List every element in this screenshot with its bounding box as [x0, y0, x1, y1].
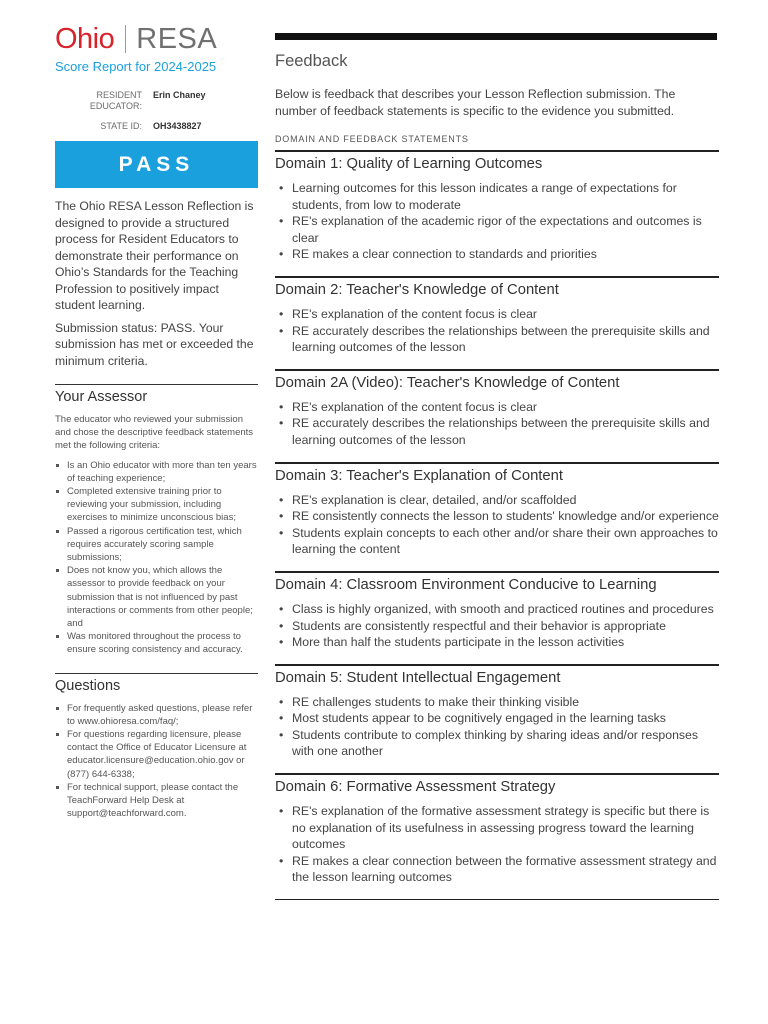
- list-item: • RE's explanation of the academic rigor of the expectations and outcomes is clear: [275, 213, 719, 246]
- questions-title: Questions: [55, 677, 121, 694]
- domain-title: Domain 1: Quality of Learning Outcomes: [275, 156, 543, 172]
- list-item: • Class is highly organized, with smooth and practiced routines and procedures: [275, 601, 719, 618]
- list-item: • RE accurately describes the relationships between the prerequisite skills and learning outcomes of the lesson: [275, 323, 719, 356]
- list-item: • RE's explanation of the content focus is clear: [275, 399, 719, 416]
- domain-2a: [275, 369, 719, 462]
- domain-statements: [275, 803, 719, 886]
- list-item: Was monitored throughout the process to ensure scoring consistency and accuracy.: [55, 630, 258, 656]
- score-report-title: Score Report for 2024-2025: [55, 59, 217, 74]
- domain-1: [275, 150, 719, 276]
- pass-banner: PASS: [55, 141, 258, 188]
- list-item: • RE accurately describes the relationships between the prerequisite skills and learning outcomes of the lesson: [275, 415, 719, 448]
- list-item: • Learning outcomes for this lesson indicates a range of expectations for students, from low to moderate: [275, 180, 719, 213]
- questions-section: [55, 673, 258, 821]
- domain-statements: [275, 306, 719, 356]
- educator-row: [55, 90, 258, 112]
- list-item: • RE's explanation of the content focus is clear: [275, 306, 719, 323]
- domain-3: [275, 462, 719, 571]
- feedback-intro: Below is feedback that describes your Lesson Reflection submission. The number of feedback statements is specific to the evidence you submitted.: [275, 87, 676, 118]
- right-column: [275, 33, 719, 900]
- feedback-caption: DOMAIN AND FEEDBACK STATEMENTS: [275, 134, 469, 144]
- feedback-title: Feedback: [275, 52, 348, 70]
- domain-title: Domain 2: Teacher's Knowledge of Content: [275, 281, 559, 298]
- list-item: Passed a rigorous certification test, which requires accurately scoring sample submissions;: [55, 525, 258, 565]
- list-item: Does not know you, which allows the assessor to provide feedback on your submission that is not influenced by past interactions or comments from other people; and: [55, 564, 258, 630]
- bottom-divider: [275, 899, 719, 900]
- list-item: Completed extensive training prior to reviewing your submission, including exercises to minimize unconscious bias;: [55, 485, 258, 525]
- left-column: [55, 22, 258, 820]
- top-divider-bar: [275, 33, 717, 40]
- assessor-section: [55, 384, 258, 657]
- list-item: • Students are consistently respectful and their behavior is appropriate: [275, 618, 719, 635]
- logo-ohio-text: Ohio: [55, 23, 115, 55]
- domain-5: [275, 664, 719, 773]
- list-item: • RE challenges students to make their thinking visible: [275, 694, 719, 711]
- domain-title: Domain 5: Student Intellectual Engagement: [275, 669, 561, 686]
- domain-2: [275, 276, 719, 369]
- logo-resa-text: RESA: [136, 23, 218, 55]
- state-id-value: OH3438827: [153, 121, 202, 131]
- list-item: • RE makes a clear connection to standards and priorities: [275, 246, 719, 263]
- list-item: For questions regarding licensure, please contact the Office of Educator Licensure at educator.licensure@education.ohio.gov or (877) 644-6338;: [55, 728, 258, 781]
- domain-title: Domain 3: Teacher's Explanation of Content: [275, 467, 563, 484]
- educator-info: [55, 90, 258, 132]
- list-item: • RE makes a clear connection between the formative assessment strategy and the lesson learning outcomes: [275, 853, 719, 886]
- domain-statements: [275, 601, 719, 651]
- educator-name: Erin Chaney: [153, 90, 206, 100]
- domain-4: [275, 571, 719, 664]
- questions-list: [55, 702, 258, 821]
- list-item: • Most students appear to be cognitively engaged in the learning tasks: [275, 710, 719, 727]
- domain-statements: [275, 694, 719, 760]
- domain-title: Domain 4: Classroom Environment Conducive to Learning: [275, 576, 657, 593]
- domain-statements: [275, 399, 719, 449]
- list-item: • Students contribute to complex thinking by sharing ideas and/or responses with one another: [275, 727, 719, 760]
- submission-status: Submission status: PASS. Your submission has met or exceeded the minimum criteria.: [55, 320, 254, 368]
- list-item: For frequently asked questions, please refer to www.ohioresa.com/faq/;: [55, 702, 258, 728]
- assessor-intro: The educator who reviewed your submission and chose the descriptive feedback statements met the following criteria:: [55, 414, 254, 452]
- list-item: • RE's explanation is clear, detailed, and/or scaffolded: [275, 492, 719, 509]
- educator-label: RESIDENT EDUCATOR:: [89, 90, 142, 111]
- list-item: For technical support, please contact the TeachForward Help Desk at support@teachforward.com.: [55, 781, 258, 821]
- domain-statements: [275, 180, 719, 263]
- domain-title: Domain 6: Formative Assessment Strategy: [275, 779, 556, 796]
- state-id-label: STATE ID:: [100, 121, 142, 131]
- list-item: • More than half the students participate in the lesson activities: [275, 634, 719, 651]
- list-item: • Students explain concepts to each other and/or share their own approaches to learning the content: [275, 525, 719, 558]
- intro-text: The Ohio RESA Lesson Reflection is designed to provide a structured process for Resident Educators to demonstrate their performance on Ohio’s Standards for the Teaching Profession to positively impact student learning.: [55, 199, 254, 312]
- logo-divider: [125, 25, 126, 53]
- domain-title: Domain 2A (Video): Teacher's Knowledge of Content: [275, 374, 620, 391]
- domain-statements: [275, 492, 719, 558]
- assessor-criteria-list: [55, 459, 258, 657]
- list-item: • RE's explanation of the formative assessment strategy is specific but there is no explanation of its usefulness in assessing progress toward the learning outcomes: [275, 803, 719, 853]
- domain-6: [275, 773, 719, 899]
- state-id-row: [55, 121, 258, 132]
- list-item: Is an Ohio educator with more than ten years of teaching experience;: [55, 459, 258, 485]
- list-item: • RE consistently connects the lesson to students' knowledge and/or experience: [275, 508, 719, 525]
- ohio-resa-logo: [55, 22, 258, 56]
- assessor-title: Your Assessor: [55, 389, 148, 405]
- domain-list: [275, 150, 719, 900]
